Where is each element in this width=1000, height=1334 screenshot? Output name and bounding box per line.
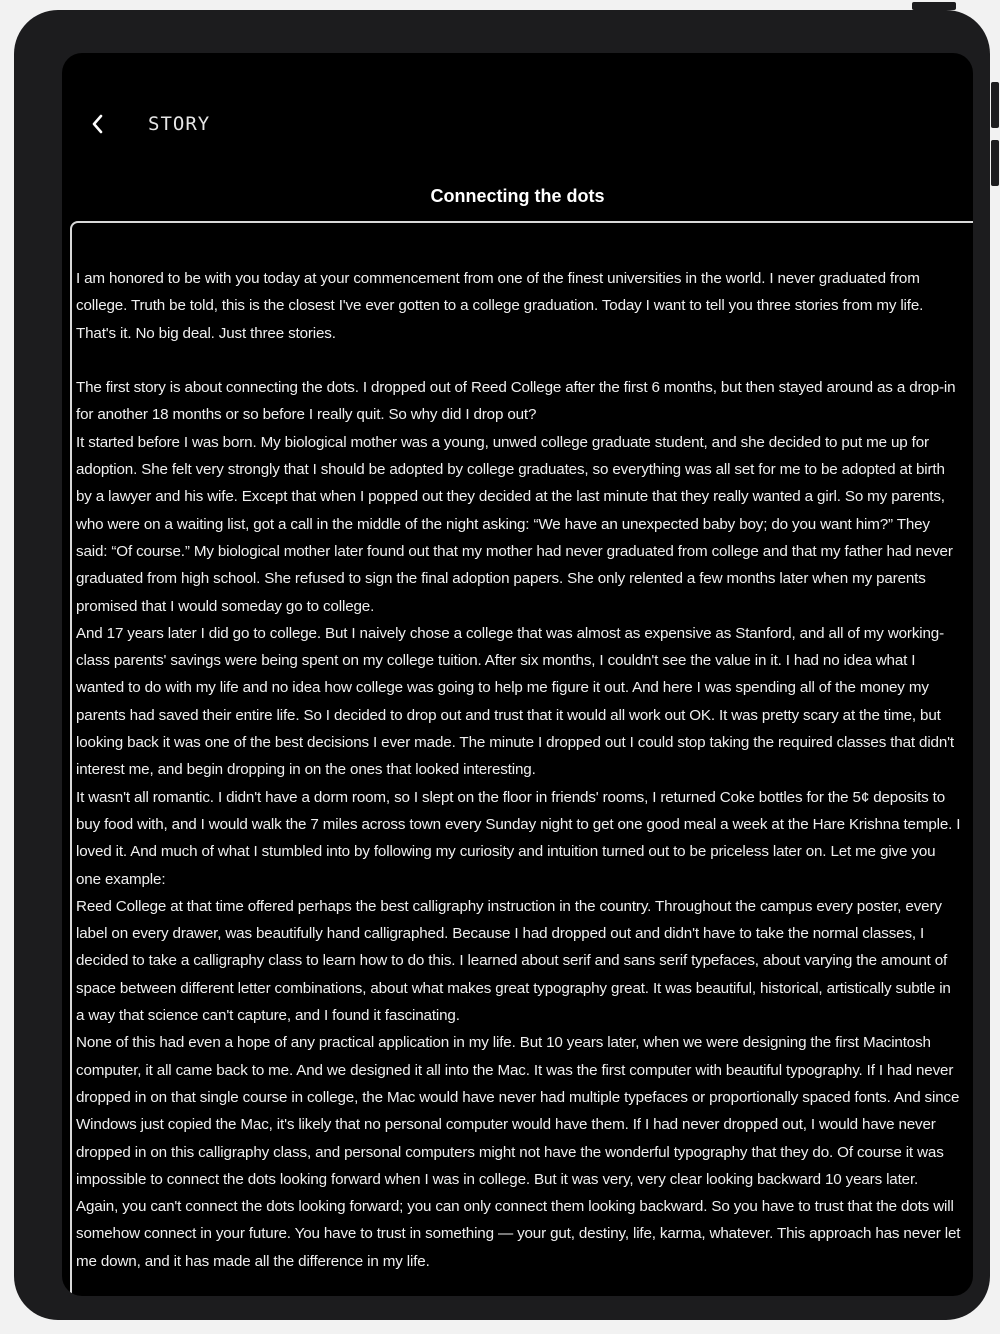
- story-paragraph: And 17 years later I did go to college. But I naively chose a college that was almost as expensive as Stanford, and all of my working-class parents' savings were being spent on my college tuition. After six months, I couldn't see the value in it. I had no idea what I wanted to do with my life and no idea how college was going to help me figure it out. And here I was spending all of the money my parents had saved their entire life. So I decided to drop out and trust that it would all work out OK. It was pretty scary at the time, but looking back it was one of the best decisions I ever made. The minute I dropped out I could stop taking the required classes that didn't interest me, and begin dropping in on the ones that looked interesting.: [76, 624, 954, 779]
- story-paragraph: I am honored to be with you today at your commencement from one of the finest universities in the world. I never graduated from college. Truth be told, this is the closest I've ever gotten to a college graduation. Today I want to tell you three stories from my life. That's it. No big deal. Just three stories.: [76, 270, 924, 342]
- device-volume-down-button: [991, 140, 999, 186]
- back-button[interactable]: [84, 109, 112, 139]
- story-text-area[interactable]: [70, 221, 973, 1296]
- navigation-bar: [62, 101, 973, 147]
- story-paragraph: It started before I was born. My biological mother was a young, unwed college graduate student, and she decided to put me up for adoption. She felt very strongly that I should be adopted by college graduates, so everything was all set for me to be adopted at birth by a lawyer and his wife. Except that when I popped out they decided at the last minute that they really wanted a girl. So my parents, who were on a waiting list, got a call in the middle of the night asking: “We have an unexpected baby boy; do you want him?” They said: “Of course.” My biological mother later found out that my mother had never graduated from college and that my father had never graduated from high school. She refused to sign the final adoption papers. She only relented a few months later when my parents promised that I would someday go to college.: [76, 433, 953, 615]
- screen: [62, 53, 973, 1296]
- nav-title: STORY: [148, 113, 211, 135]
- device-volume-up-button: [991, 82, 999, 128]
- story-paragraph: It wasn't all romantic. I didn't have a dorm room, so I slept on the floor in friends' rooms, I returned Coke bottles for the 5¢ deposits to buy food with, and I would walk the 7 miles across town every Sunday night to get one good meal a week at the Hare Krishna temple. I loved it. And much of what I stumbled into by following my curiosity and intuition turned out to be priceless later on. Let me give you one example:: [76, 788, 961, 888]
- story-body: [76, 265, 961, 1275]
- story-title: Connecting the dots: [430, 186, 605, 206]
- story-paragraph: None of this had even a hope of any practical application in my life. But 10 years later, when we were designing the first Macintosh computer, it all came back to me. And we designed it all into the Mac. It was the first computer with beautiful typography. If I had never dropped in on that single course in college, the Mac would have never had multiple typefaces or proportionally spaced fonts. And since Windows just copied the Mac, it's likely that no personal computer would have them. If I had never dropped out, I would have never dropped in on this calligraphy class, and personal computers might not have the wonderful typography that they do. Of course it was impossible to connect the dots looking forward when I was in college. But it was very, very clear looking backward 10 years later.: [76, 1034, 960, 1188]
- story-paragraph: The first story is about connecting the dots. I dropped out of Reed College after the first 6 months, but then stayed around as a drop-in for another 18 months or so before I really quit. So why did I drop out?: [76, 379, 956, 424]
- story-paragraph: Again, you can't connect the dots looking forward; you can only connect them looking backward. So you have to trust that the dots will somehow connect in your future. You have to trust in something — your gut, destiny, life, karma, whatever. This approach has never let me down, and it has made all the difference in my life.: [76, 1198, 961, 1270]
- device-top-button: [912, 2, 956, 10]
- story-paragraph: Reed College at that time offered perhaps the best calligraphy instruction in the country. Throughout the campus every poster, every label on every drawer, was beautifully hand calligraphed. Because I had dropped out and didn't have to take the normal classes, I decided to take a calligraphy class to learn how to do this. I learned about serif and sans serif typefaces, about varying the amount of space between different letter combinations, about what makes great typography great. It was beautiful, historical, artistically subtle in a way that science can't capture, and I found it fascinating.: [76, 897, 951, 1025]
- tablet-device-frame: [14, 10, 990, 1320]
- chevron-left-icon: [90, 113, 106, 135]
